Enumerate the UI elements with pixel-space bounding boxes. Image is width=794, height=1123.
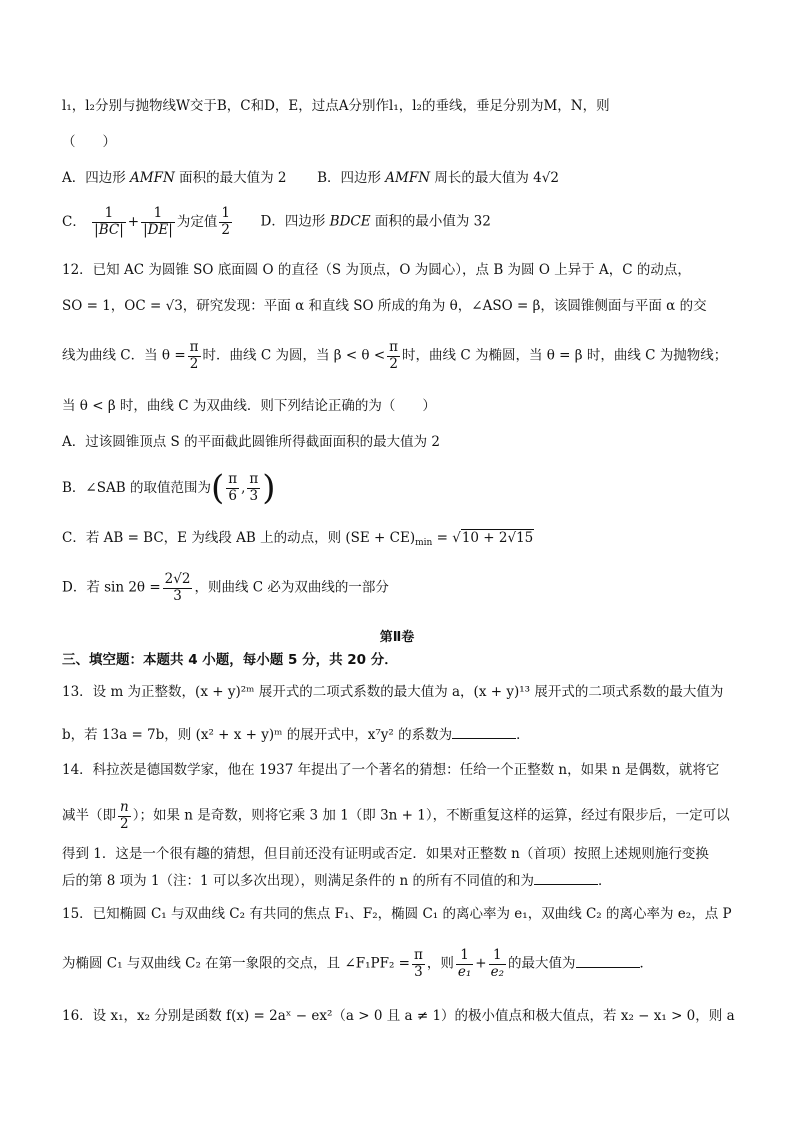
q12-line-2: SO = 1，OC = √3，研究发现：平面 α 和直线 SO 所成的角为 θ，∠ASO = β，该圆锥侧面与平面 α 的交 <box>62 298 707 314</box>
fraction: $\frac{1}{\text{e₂}}$ <box>490 947 504 980</box>
q12-line-4: 当 θ < β 时，曲线 C 为双曲线．则下列结论正确的为（ ） <box>62 398 436 414</box>
q11-option-a: A．四边形 AMFN 面积的最大值为 2 <box>62 170 287 186</box>
fraction: $\frac{1}{|DE|}$ <box>143 205 173 238</box>
q11-option-d: D．四边形 BDCE 面积的最小值为 32 <box>260 213 491 230</box>
q12-line-1: 12．已知 AC 为圆锥 SO 底面圆 O 的直径（S 为顶点，O 为圆心），点 B 为圆 O 上异于 A，C 的动点， <box>62 262 691 278</box>
q14-line-4: 后的第 8 项为 1（注：1 可以多次出现），则满足条件的 n 的所有不同值的和为 ． <box>62 873 612 889</box>
fraction: $\frac{2√2}{3}$ <box>164 571 191 604</box>
fraction: $\frac{\pi}{3}$ <box>414 947 423 980</box>
section-title: 第Ⅱ卷 <box>379 630 415 645</box>
q12-option-a: A．过该圆锥顶点 S 的平面截此圆锥所得截面面积的最大值为 2 <box>62 434 440 450</box>
q15-line-1: 15．已知椭圆 C₁ 与双曲线 C₂ 有共同的焦点 F₁、F₂，椭圆 C₁ 的离心率为 e₁，双曲线 C₂ 的离心率为 e₂，点 P <box>62 906 732 922</box>
fraction: $\frac{1}{2}$ <box>221 205 230 238</box>
q15-line-2: 为椭圆 C₁ 与双曲线 C₂ 在第一象限的交点，且 ∠F₁PF₂ = $\frac{\pi}{3}$ ，则 $\frac{1}{\text{e₁}}$ + $\frac{1}{\text{e₂}}$ 的最大值为 ． <box>62 947 653 980</box>
q11-option-c-d <box>62 206 764 238</box>
q12-option-c: C．若 AB = BC，E 为线段 AB 上的动点，则 $(SE + CE)_{min} = √10 + 2√15$ <box>62 530 534 548</box>
fraction: $\frac{\pi}{2}$ <box>389 339 399 372</box>
q14-line-2: 减半（即 $\frac{n}{2}$ ）；如果 n 是奇数，则将它乘 3 加 1（即 3n + 1），不断重复这样的运算，经过有限步后，一定可以 <box>62 799 730 832</box>
fraction: $\frac{\pi}{3}$ <box>249 471 259 504</box>
answer-blank[interactable] <box>534 872 598 885</box>
section-heading: 三、填空题：本题共 4 小题，每小题 5 分，共 20 分． <box>62 652 398 668</box>
q16-line-1: 16．设 x₁，x₂ 分别是函数 f(x) = 2aˣ − ex²（a > 0 且 a ≠ 1）的极小值点和极大值点，若 x₂ − x₁ > 0，则 a <box>62 1008 735 1024</box>
q11-stem-line: l₁，l₂分别与抛物线W交于B，C和D，E，过点A分别作l₁，l₂的垂线，垂足分别为M，N，则 <box>62 98 610 114</box>
q12-option-b: B．∠SAB 的取值范围为( $\frac{\pi}{6}$ , $\frac{\pi}{3}$ ) <box>62 468 276 508</box>
q13-line-2: b，若 13a = 7b，则 (x² + x + y)ᵐ 的展开式中，x⁷y² 的系数为 ． <box>62 727 530 743</box>
q13-line-1: 13．设 m 为正整数，(x + y)²ᵐ 展开式的二项式系数的最大值为 a，(x + y)¹³ 展开式的二项式系数的最大值为 <box>62 684 724 700</box>
q11-option-c: C． $\frac{1}{|BC|}$ + $\frac{1}{|DE|}$ 为定值 $\frac{1}{2}$ <box>62 205 230 238</box>
fraction: $\frac{1}{\text{e₁}}$ <box>457 947 472 980</box>
answer-blank[interactable] <box>576 955 640 968</box>
q11-option-b: B．四边形 AMFN 周长的最大值为 4√2 <box>317 170 559 186</box>
q14-line-3: 得到 1．这是一个很有趣的猜想，但目前还没有证明或否定．如果对正整数 n（首项）按照上述规则施行变换 <box>62 846 709 862</box>
fraction: $\frac{\pi}{2}$ <box>189 339 199 372</box>
q11-answer-paren: （ ） <box>62 134 116 150</box>
fraction: $\frac{1}{|BC|}$ <box>94 205 124 238</box>
fraction: $\frac{n}{2}$ <box>120 799 129 832</box>
q14-line-1: 14．科拉茨是德国数学家，他在 1937 年提出了一个著名的猜想：任给一个正整数 n，如果 n 是偶数，就将它 <box>62 762 720 778</box>
fraction: $\frac{\pi}{6}$ <box>228 471 238 504</box>
q12-option-d: D．若 sin 2θ = $\frac{2√2}{3}$ ，则曲线 C 必为双曲线的一部分 <box>62 571 389 604</box>
q11-option-a-b <box>62 170 764 186</box>
answer-blank[interactable] <box>452 726 516 739</box>
q12-line-3: 线为曲线 C．当 θ = $\frac{\pi}{2}$ 时．曲线 C 为圆，当 β < θ < $\frac{\pi}{2}$ 时，曲线 C 为椭圆，当 θ = β 时，曲线 C 为抛物线； <box>62 339 728 372</box>
